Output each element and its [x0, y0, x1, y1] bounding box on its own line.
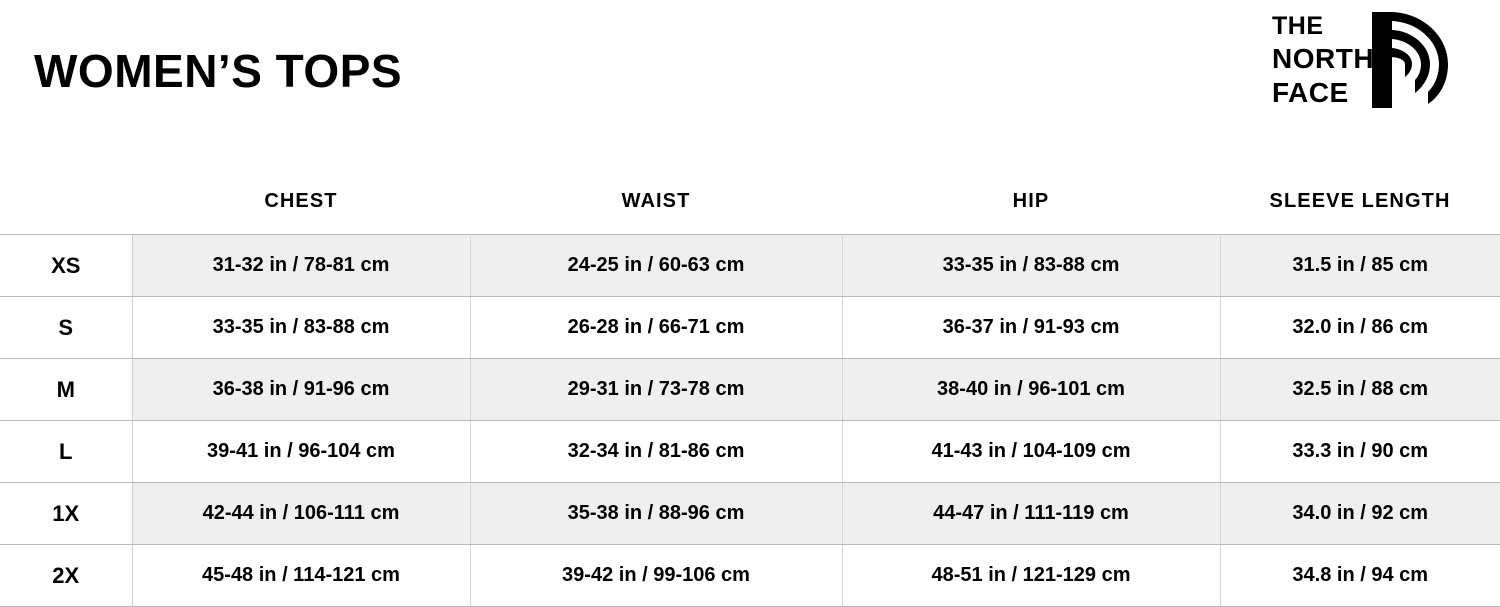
table-header-row — [0, 168, 1500, 235]
cell-size: M — [0, 359, 132, 421]
table-header — [0, 168, 1500, 235]
cell-waist: 39-42 in / 99-106 cm — [470, 545, 842, 607]
cell-waist: 29-31 in / 73-78 cm — [470, 359, 842, 421]
cell-sleeve-length: 31.5 in / 85 cm — [1220, 235, 1500, 297]
column-header-hip: HIP — [842, 168, 1220, 235]
table-row — [0, 483, 1500, 545]
cell-chest: 42-44 in / 106-111 cm — [132, 483, 470, 545]
table-row — [0, 545, 1500, 607]
cell-waist: 26-28 in / 66-71 cm — [470, 297, 842, 359]
cell-sleeve-length: 33.3 in / 90 cm — [1220, 421, 1500, 483]
cell-chest: 45-48 in / 114-121 cm — [132, 545, 470, 607]
cell-hip: 38-40 in / 96-101 cm — [842, 359, 1220, 421]
cell-size: L — [0, 421, 132, 483]
cell-waist: 24-25 in / 60-63 cm — [470, 235, 842, 297]
logo-line-face: FACE — [1272, 77, 1349, 108]
cell-size: XS — [0, 235, 132, 297]
logo-line-the: THE — [1272, 12, 1324, 40]
logo-line-north: NORTH — [1272, 43, 1375, 74]
cell-waist: 35-38 in / 88-96 cm — [470, 483, 842, 545]
table-row — [0, 235, 1500, 297]
cell-sleeve-length: 34.8 in / 94 cm — [1220, 545, 1500, 607]
cell-chest: 39-41 in / 96-104 cm — [132, 421, 470, 483]
cell-chest: 33-35 in / 83-88 cm — [132, 297, 470, 359]
column-header-waist: WAIST — [470, 168, 842, 235]
cell-size: S — [0, 297, 132, 359]
cell-hip: 48-51 in / 121-129 cm — [842, 545, 1220, 607]
cell-sleeve-length: 32.5 in / 88 cm — [1220, 359, 1500, 421]
page-header — [0, 0, 1500, 150]
cell-chest: 31-32 in / 78-81 cm — [132, 235, 470, 297]
cell-size: 2X — [0, 545, 132, 607]
cell-sleeve-length: 34.0 in / 92 cm — [1220, 483, 1500, 545]
table-row — [0, 359, 1500, 421]
cell-sleeve-length: 32.0 in / 86 cm — [1220, 297, 1500, 359]
cell-hip: 44-47 in / 111-119 cm — [842, 483, 1220, 545]
cell-size: 1X — [0, 483, 132, 545]
column-header-size — [0, 168, 132, 235]
table-row — [0, 297, 1500, 359]
the-north-face-logo — [1272, 8, 1462, 112]
column-header-sleeve-length: SLEEVE LENGTH — [1220, 168, 1500, 235]
cell-hip: 41-43 in / 104-109 cm — [842, 421, 1220, 483]
column-header-chest: CHEST — [132, 168, 470, 235]
page-title: WOMEN’S TOPS — [34, 45, 403, 97]
cell-hip: 36-37 in / 91-93 cm — [842, 297, 1220, 359]
cell-hip: 33-35 in / 83-88 cm — [842, 235, 1220, 297]
size-chart-table — [0, 168, 1500, 607]
cell-waist: 32-34 in / 81-86 cm — [470, 421, 842, 483]
table-row — [0, 421, 1500, 483]
cell-chest: 36-38 in / 91-96 cm — [132, 359, 470, 421]
table-body — [0, 235, 1500, 607]
